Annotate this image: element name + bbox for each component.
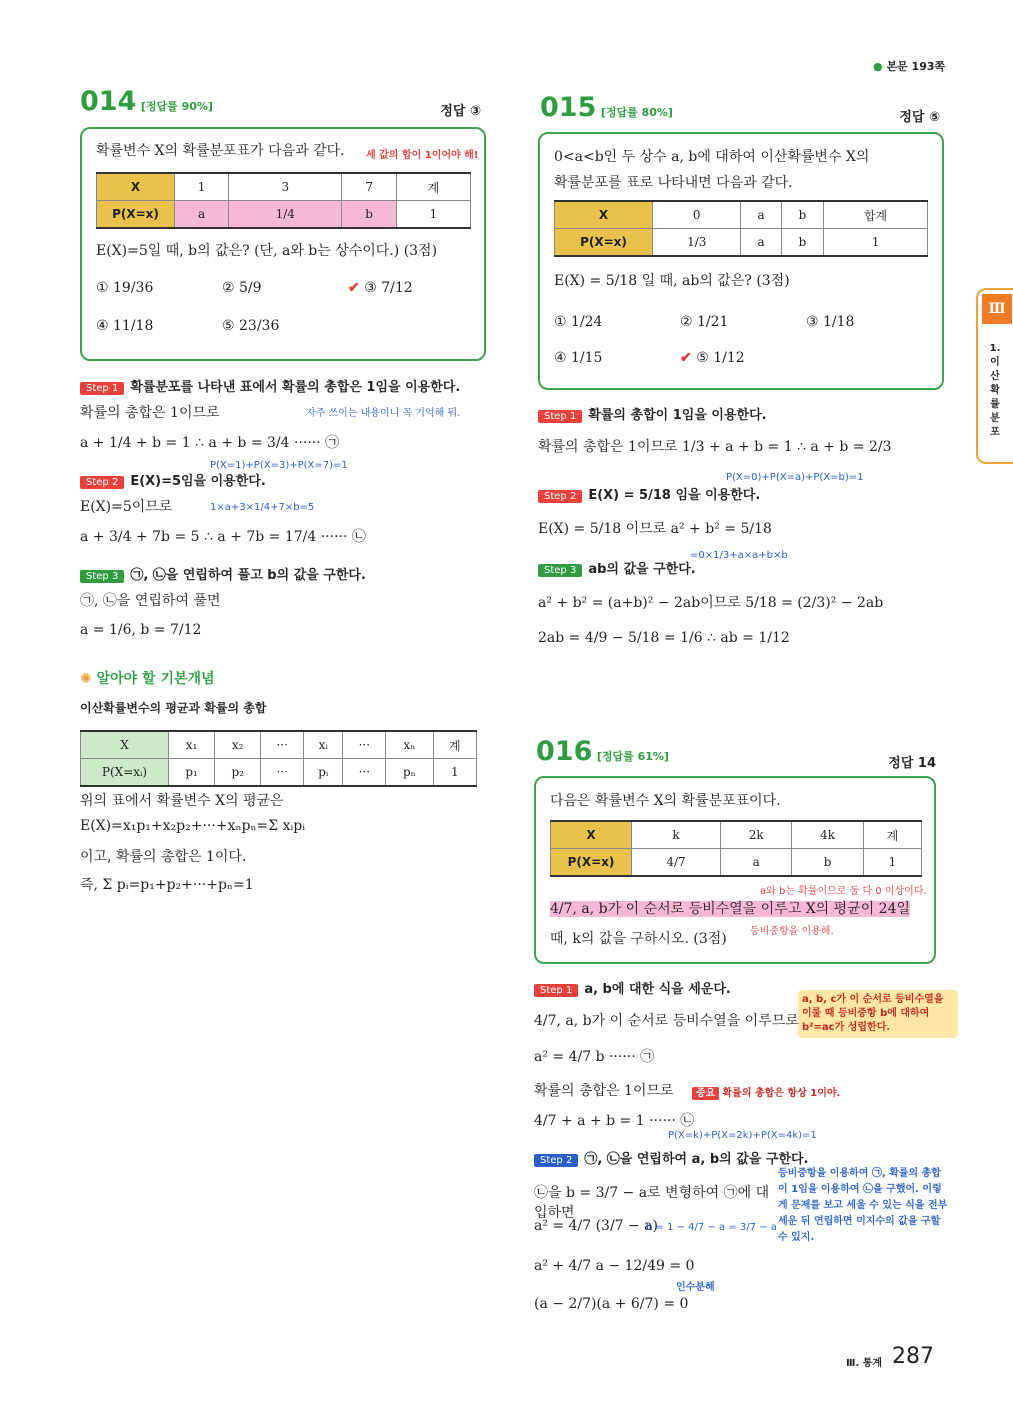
- step2-014: [80, 470, 266, 489]
- choice-5[interactable]: ⑤ 23/36: [222, 318, 280, 334]
- table-cell: xᵢ: [304, 731, 343, 759]
- solution-equation: a = 1/6, b = 7/12: [80, 622, 202, 638]
- page-number: 287: [892, 1344, 934, 1369]
- solution-equation: a² = 4/7 b ······ ㉠: [534, 1049, 655, 1065]
- chapter-label: 1. 이산확률분포: [989, 343, 1001, 438]
- solution-line: ㉠, ㉡을 연립하여 풀면: [80, 593, 221, 609]
- step2-016: [534, 1148, 809, 1167]
- table-cell: ···: [343, 731, 386, 759]
- solution-equation: 2ab = 4/9 − 5/18 = 1/6 ∴ ab = 1/12: [538, 630, 790, 646]
- important-note: [692, 1084, 840, 1099]
- table-cell: 1: [396, 201, 470, 229]
- step-text: ㉠, ㉡을 연립하여 a, b의 값을 구한다.: [584, 1152, 809, 1167]
- table-cell: 4k: [792, 821, 863, 849]
- step2-015: [538, 484, 760, 503]
- solution-equation: 확률의 총합은 1이므로 1/3 + a + b = 1 ∴ a + b = 2/3: [538, 439, 892, 455]
- answer-label: 정답 14: [888, 756, 936, 771]
- choice-5[interactable]: [680, 350, 745, 366]
- probability-table-014: [96, 172, 471, 229]
- table-cell: 1/3: [653, 229, 741, 257]
- probability-table-016: [550, 820, 922, 877]
- step-text: 확률분포를 나타낸 표에서 확률의 총합은 1임을 이용한다.: [130, 380, 461, 395]
- table-cell: pₙ: [386, 759, 433, 787]
- table-cell: 1: [863, 849, 921, 877]
- problem-015-condition: E(X) = 5/18 일 때, ab의 값은? (3점): [554, 273, 790, 289]
- choice-3[interactable]: ③ 1/18: [806, 314, 855, 330]
- answer-rate: [정답률 80%]: [600, 106, 673, 119]
- step-text: E(X) = 5/18 임을 이용한다.: [588, 488, 761, 503]
- step-badge: Step 1: [538, 410, 582, 423]
- sub-note: 1×a+3×1/4+7×b=5: [210, 502, 315, 513]
- step3-014: [80, 564, 366, 583]
- table-cell: 3: [229, 173, 342, 201]
- solution-equation: E(X) = 5/18 이므로 a² + b² = 5/18: [538, 521, 772, 537]
- table-cell: x₂: [215, 731, 261, 759]
- problem-number: 014: [80, 86, 137, 117]
- table-cell: 4/7: [632, 849, 721, 877]
- step-badge: Step 3: [538, 564, 582, 577]
- solution-equation: a² + 4/7 a − 12/49 = 0: [534, 1258, 695, 1274]
- check-mark-icon: ✔: [680, 350, 692, 366]
- step-badge: Step 2: [538, 490, 582, 503]
- table-cell: 2k: [720, 821, 791, 849]
- problem-number: 016: [536, 736, 593, 767]
- table-cell: P(X=xᵢ): [81, 759, 169, 787]
- table-cell: xₙ: [386, 731, 433, 759]
- chapter-tab[interactable]: [976, 288, 1013, 464]
- important-text: 확률의 총합은 항상 1이야.: [722, 1088, 841, 1099]
- concept-line: 위의 표에서 확률변수 X의 평균은: [80, 793, 284, 809]
- answer-rate: [정답률 61%]: [596, 750, 669, 763]
- choice-1[interactable]: ① 1/24: [554, 314, 603, 330]
- problem-015-question: 확률분포를 표로 나타내면 다음과 같다.: [554, 175, 793, 191]
- sub-note: P(X=k)+P(X=2k)+P(X=4k)=1: [668, 1130, 817, 1141]
- lightbulb-icon: ✺: [80, 671, 92, 687]
- problem-016-question: 다음은 확률변수 X의 확률분포표이다.: [550, 793, 781, 809]
- choice-2[interactable]: ② 1/21: [680, 314, 729, 330]
- probability-table-015: [554, 200, 928, 257]
- step-badge: Step 2: [534, 1154, 578, 1167]
- chapter-roman: Ⅲ: [982, 294, 1012, 324]
- choice-1[interactable]: ① 19/36: [96, 280, 154, 296]
- solution-line: ㉡을 b = 3/7 − a로 변형하여 ㉠에 대입하면: [534, 1185, 770, 1221]
- step-text: 확률의 총합이 1임을 이용한다.: [588, 408, 767, 423]
- hint-note: 세 값의 합이 1이어야 해!: [366, 150, 479, 161]
- table-cell: 1: [824, 229, 928, 257]
- step-badge: Step 1: [80, 382, 124, 395]
- concept-subtitle: 이산확률변수의 평균과 확률의 총합: [80, 701, 267, 715]
- side-note: 자주 쓰이는 내용이니 꼭 기억해 둬.: [306, 408, 461, 419]
- answer-label: 정답 ③: [440, 104, 481, 119]
- concept-table: [80, 730, 477, 787]
- table-cell: a: [175, 201, 229, 229]
- table-cell: X: [97, 173, 175, 201]
- table-cell: 0: [653, 201, 741, 229]
- footer-section: Ⅲ. 통계: [846, 1358, 883, 1369]
- choice-4[interactable]: ④ 11/18: [96, 318, 154, 334]
- problem-016-header: [536, 736, 940, 771]
- table-cell: b: [792, 849, 863, 877]
- solution-equation: a² + b² = (a+b)² − 2ab이므로 5/18 = (2/3)² − 2ab: [538, 595, 884, 611]
- choice-2[interactable]: ② 5/9: [222, 280, 262, 296]
- side-note: 등비중항을 이용하여 ㉠, 확률의 총합이 1임을 이용하여 ㉡을 구했어. 이렇게 문제를 보고 세울 수 있는 식을 전부 세운 뒤 연립하면 미지수의 값을 구할 수 있지.: [778, 1168, 948, 1243]
- concept-line: E(X)=x₁p₁+x₂p₂+···+xₙpₙ=Σ xᵢpᵢ: [80, 818, 306, 834]
- problem-014-header: [80, 86, 485, 117]
- table-cell: b: [781, 201, 823, 229]
- tip-box: a, b, c가 이 순서로 등비수열을 이룰 때 등비중항 b에 대하여 b²=ac가 성립한다.: [798, 990, 958, 1038]
- table-cell: ···: [261, 731, 304, 759]
- table-cell: ···: [261, 759, 304, 787]
- concept-title: [80, 668, 215, 688]
- table-cell: X: [81, 731, 169, 759]
- sub-note: b = 1 − 4/7 − a = 3/7 − a: [646, 1222, 777, 1233]
- table-cell: P(X=x): [551, 849, 632, 877]
- sub-note: P(X=1)+P(X=3)+P(X=7)=1: [210, 460, 348, 471]
- problem-015-question: 0<a<b인 두 상수 a, b에 대하여 이산확률변수 X의: [554, 149, 870, 165]
- table-cell: 계: [433, 731, 476, 759]
- choice-3[interactable]: [348, 280, 413, 296]
- step3-015: [538, 558, 696, 577]
- choice-5-label: ⑤ 1/12: [696, 350, 745, 366]
- side-note: 인수분해: [676, 1282, 715, 1293]
- sub-note: P(X=0)+P(X=a)+P(X=b)=1: [726, 472, 864, 483]
- solution-line: 4/7, a, b가 이 순서로 등비수열을 이루므로: [534, 1013, 799, 1029]
- table-cell: 합계: [824, 201, 928, 229]
- solution-equation: a² = 4/7 (3/7 − a): [534, 1218, 659, 1234]
- step-text: E(X)=5임을 이용한다.: [130, 474, 266, 489]
- table-cell: a: [741, 201, 781, 229]
- table-cell: b: [342, 201, 396, 229]
- table-cell: 계: [863, 821, 921, 849]
- step1-015: [538, 404, 767, 423]
- answer-rate: [정답률 90%]: [140, 100, 213, 113]
- table-cell: P(X=x): [97, 201, 175, 229]
- circle-icon: ●: [873, 60, 883, 73]
- table-cell: a: [741, 229, 781, 257]
- hint-note: a와 b는 확률이므로 둘 다 0 이상이다.: [760, 886, 927, 897]
- important-badge: 중요: [692, 1087, 719, 1100]
- page-reference: ● 본문 193쪽: [873, 60, 946, 73]
- answer-label: 정답 ⑤: [899, 110, 940, 125]
- problem-014-condition: E(X)=5일 때, b의 값은? (단, a와 b는 상수이다.) (3점): [96, 243, 438, 259]
- concept-line: 이고, 확률의 총합은 1이다.: [80, 849, 247, 865]
- highlighted-text: 4/7, a, b가 이 순서로 등비수열을 이루고 X의 평균이 24일: [550, 901, 911, 917]
- solution-line: 확률의 총합은 1이므로: [534, 1083, 674, 1099]
- concept-title-text: 알아야 할 기본개념: [96, 671, 215, 687]
- problem-015-header: [540, 92, 940, 123]
- solution-equation: a + 1/4 + b = 1 ∴ a + b = 3/4 ······ ㉠: [80, 435, 340, 451]
- table-cell: 7: [342, 173, 396, 201]
- table-cell: x₁: [169, 731, 215, 759]
- problem-014-question: 확률변수 X의 확률분포표가 다음과 같다.: [96, 143, 345, 159]
- solution-equation: a + 3/4 + 7b = 5 ∴ a + 7b = 17/4 ······ ㉡: [80, 529, 366, 545]
- hint-note: 등비중항을 이용해.: [750, 926, 834, 937]
- table-cell: 1: [433, 759, 476, 787]
- table-cell: k: [632, 821, 721, 849]
- step-badge: Step 1: [534, 984, 578, 997]
- solution-equation: (a − 2/7)(a + 6/7) = 0: [534, 1296, 689, 1312]
- problem-number: 015: [540, 92, 597, 123]
- problem-016-question-2: [550, 898, 910, 918]
- problem-016-question-3: 때, k의 값을 구하시오. (3점): [550, 931, 727, 947]
- step-text: a, b에 대한 식을 세운다.: [584, 982, 731, 997]
- step-text: ㉠, ㉡을 연립하여 풀고 b의 값을 구한다.: [130, 568, 366, 583]
- choice-3-label: ③ 7/12: [364, 280, 413, 296]
- step1-014: [80, 376, 460, 395]
- solution-line: 확률의 총합은 1이므로: [80, 405, 220, 421]
- table-cell: 1/4: [229, 201, 342, 229]
- table-cell: pᵢ: [304, 759, 343, 787]
- concept-line: 즉, Σ pᵢ=p₁+p₂+···+pₙ=1: [80, 877, 254, 893]
- step-badge: Step 2: [80, 476, 124, 489]
- table-cell: X: [551, 821, 632, 849]
- step1-016: [534, 978, 731, 997]
- table-cell: P(X=x): [555, 229, 653, 257]
- choice-4[interactable]: ④ 1/15: [554, 350, 603, 366]
- table-cell: ···: [343, 759, 386, 787]
- solution-line: E(X)=5이므로: [80, 499, 173, 515]
- solution-equation: 4/7 + a + b = 1 ······ ㉡: [534, 1113, 695, 1129]
- sub-note: =0×1/3+a×a+b×b: [690, 550, 788, 561]
- table-cell: p₂: [215, 759, 261, 787]
- table-cell: X: [555, 201, 653, 229]
- table-cell: a: [720, 849, 791, 877]
- table-cell: 1: [175, 173, 229, 201]
- check-mark-icon: ✔: [348, 280, 360, 296]
- table-cell: p₁: [169, 759, 215, 787]
- table-cell: b: [781, 229, 823, 257]
- step-text: ab의 값을 구한다.: [588, 562, 696, 577]
- table-cell: 계: [396, 173, 470, 201]
- step-badge: Step 3: [80, 570, 124, 583]
